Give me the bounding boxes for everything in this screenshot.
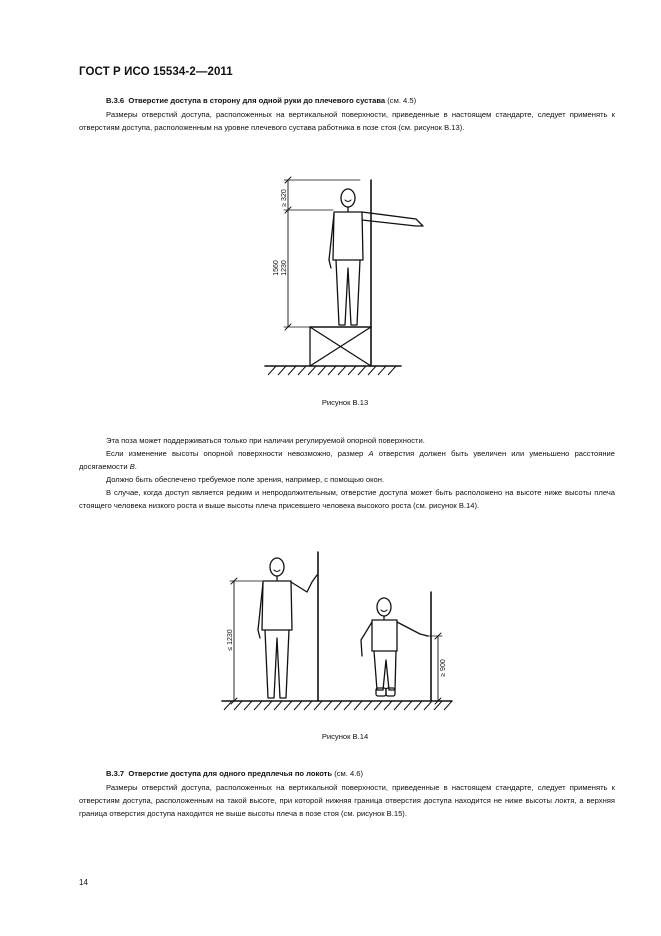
section-number: В.3.6 [106, 96, 125, 105]
section-b37-paragraph [79, 781, 615, 820]
dim-a-label: 1560 [273, 260, 280, 276]
paragraph-text: Размеры отверстий доступа, расположенных на вертикальной поверхности, приведенные в настоящем стандарте, следует применять к отверстиям доступа, расположенным на уровне плечевого сустава работника в позе стоя (см. рисунок В.13). [79, 110, 615, 132]
section-ref: (см. 4.5) [387, 96, 417, 105]
dim-left-label: ≤ 1230 [227, 629, 234, 651]
body-paragraph-1: Эта поза может поддерживаться только при наличии регулируемой опорной поверхности. [106, 436, 425, 445]
section-b36-heading [106, 96, 416, 105]
figure-b14-caption: Рисунок В.14 [321, 732, 369, 741]
body-paragraph-3: Должно быть обеспечено требуемое поле зрения, например, с помощью окон. [106, 475, 385, 484]
document-header: ГОСТ Р ИСО 15534-2—2011 [79, 66, 233, 78]
section-number: В.3.7 [106, 769, 125, 778]
body-text [79, 434, 615, 512]
section-b36-paragraph [79, 108, 615, 134]
p2-part1: Если изменение высоты опорной поверхности невозможно, размер [106, 449, 369, 458]
page-number: 14 [79, 878, 88, 887]
body-paragraph-2 [79, 447, 615, 473]
p2-part2: отверстия должен быть увеличен или уменьшено расстояние досягаемости [79, 449, 615, 471]
figure-b13-caption: Рисунок В.13 [321, 398, 369, 407]
floor-hatching [268, 366, 396, 375]
paragraph-text: Размеры отверстий доступа, расположенных на вертикальной поверхности, приведенные в настоящем стандарте, следует применять к отверстиям доступа, расположенным на такой высоте, при которой нижняя граница отверстия доступа находится не ниже высоты локтя, а верхняя граница отверстия доступа находится не выше высоты плеча в позе стоя (см. рисунок В.15). [79, 783, 615, 818]
section-ref: (см. 4.6) [334, 769, 364, 778]
section-b37-heading [106, 769, 363, 778]
dim-top-label: ≥ 320 [281, 189, 288, 207]
p2-var-a: А [368, 449, 374, 458]
section-title: Отверстие доступа для одного предплечья по локоть [128, 769, 333, 778]
body-paragraph-4: В случае, когда доступ является редким и непродолжительным, отверстие доступа может быть расположено на высоте ниже высоты плеча стоящего человека низкого роста и выше высоты плеча присевшего человека высокого роста (см. рисунок В.14). [79, 488, 615, 510]
p2-part3: . [134, 462, 137, 471]
dim-right-label: ≥ 900 [440, 659, 447, 677]
dim-b-label: 1230 [281, 260, 288, 276]
floor-hatching-b14 [224, 701, 452, 710]
section-title: Отверстие доступа в сторону для одной руки до плечевого сустава [128, 96, 386, 105]
p2-var-b: В [129, 462, 135, 471]
